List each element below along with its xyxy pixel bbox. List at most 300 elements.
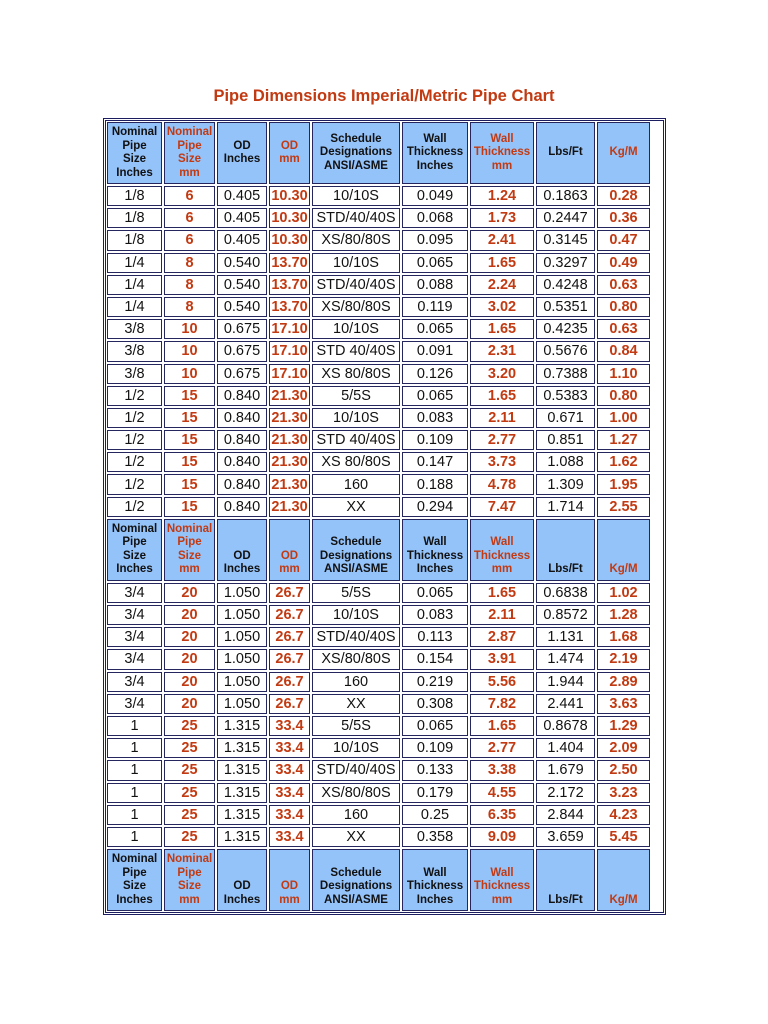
- table-cell: 0.80: [597, 297, 650, 317]
- table-cell: 17.10: [269, 341, 310, 361]
- table-cell: 2.77: [470, 738, 534, 758]
- table-cell: 8: [164, 275, 215, 295]
- table-cell: 1.050: [217, 605, 267, 625]
- table-row: [106, 759, 663, 781]
- table-cell: 0.8678: [536, 716, 595, 736]
- table-cell: 33.4: [269, 805, 310, 825]
- table-cell: 160: [312, 672, 400, 692]
- table-row: [106, 804, 663, 826]
- table-cell: 0.540: [217, 253, 267, 273]
- table-cell: 0.1863: [536, 186, 595, 206]
- table-cell: 21.30: [269, 474, 310, 494]
- table-cell: 1.65: [470, 583, 534, 603]
- header-row: [106, 848, 663, 912]
- table-row: [106, 451, 663, 473]
- table-row: [106, 582, 663, 604]
- column-header: Wall Thickness mm: [470, 519, 534, 581]
- table-cell: 0.188: [402, 474, 468, 494]
- table-cell: 0.675: [217, 341, 267, 361]
- table-cell: STD 40/40S: [312, 430, 400, 450]
- table-cell: 0.113: [402, 627, 468, 647]
- table-cell: 20: [164, 694, 215, 714]
- table-cell: 1: [107, 738, 162, 758]
- table-cell: 0.088: [402, 275, 468, 295]
- table-cell: 1/8: [107, 230, 162, 250]
- table-cell: 2.31: [470, 341, 534, 361]
- table-cell: 10/10S: [312, 738, 400, 758]
- table-cell: 25: [164, 827, 215, 847]
- table-cell: 15: [164, 452, 215, 472]
- table-cell: 1.27: [597, 430, 650, 450]
- table-cell: 1/2: [107, 430, 162, 450]
- table-cell: 160: [312, 805, 400, 825]
- table-cell: 1/4: [107, 297, 162, 317]
- table-cell: 0.5351: [536, 297, 595, 317]
- table-cell: 0.405: [217, 186, 267, 206]
- table-cell: 1.050: [217, 583, 267, 603]
- table-cell: 9.09: [470, 827, 534, 847]
- column-header: OD Inches: [217, 519, 267, 581]
- table-cell: 33.4: [269, 760, 310, 780]
- table-cell: 33.4: [269, 827, 310, 847]
- table-cell: 2.77: [470, 430, 534, 450]
- table-cell: 1.28: [597, 605, 650, 625]
- table-cell: 2.41: [470, 230, 534, 250]
- table-cell: 1.65: [470, 253, 534, 273]
- table-cell: 0.049: [402, 186, 468, 206]
- table-row: [106, 252, 663, 274]
- table-cell: 1/2: [107, 386, 162, 406]
- table-row: [106, 604, 663, 626]
- table-cell: 0.80: [597, 386, 650, 406]
- table-cell: 5/5S: [312, 583, 400, 603]
- table-cell: 0.84: [597, 341, 650, 361]
- column-header: Wall Thickness Inches: [402, 849, 468, 911]
- column-header: Lbs/Ft: [536, 849, 595, 911]
- table-cell: 0.219: [402, 672, 468, 692]
- table-cell: 33.4: [269, 738, 310, 758]
- table-cell: 10/10S: [312, 408, 400, 428]
- table-cell: 0.28: [597, 186, 650, 206]
- table-cell: 3/8: [107, 319, 162, 339]
- table-cell: XS 80/80S: [312, 452, 400, 472]
- table-cell: 1: [107, 716, 162, 736]
- table-cell: 1/8: [107, 208, 162, 228]
- column-header: Nominal Pipe Size Inches: [107, 122, 162, 184]
- table-row: [106, 626, 663, 648]
- table-cell: 0.840: [217, 386, 267, 406]
- column-header: Lbs/Ft: [536, 122, 595, 184]
- table-cell: 25: [164, 738, 215, 758]
- table-cell: 0.109: [402, 430, 468, 450]
- table-cell: 3.73: [470, 452, 534, 472]
- table-cell: 3.20: [470, 364, 534, 384]
- table-cell: 0.068: [402, 208, 468, 228]
- table-cell: 0.4248: [536, 275, 595, 295]
- table-cell: 0.083: [402, 408, 468, 428]
- table-cell: XX: [312, 497, 400, 517]
- table-cell: 4.78: [470, 474, 534, 494]
- table-cell: 0.119: [402, 297, 468, 317]
- table-cell: 3.91: [470, 649, 534, 669]
- table-cell: 0.126: [402, 364, 468, 384]
- table-cell: 1: [107, 760, 162, 780]
- table-cell: 0.095: [402, 230, 468, 250]
- column-header: Kg/M: [597, 849, 650, 911]
- table-cell: 1.050: [217, 649, 267, 669]
- table-cell: 1.315: [217, 805, 267, 825]
- table-cell: 1/8: [107, 186, 162, 206]
- table-cell: 17.10: [269, 319, 310, 339]
- table-cell: 21.30: [269, 497, 310, 517]
- table-row: [106, 473, 663, 495]
- table-cell: 1.050: [217, 694, 267, 714]
- table-cell: 1.65: [470, 716, 534, 736]
- column-header: OD mm: [269, 849, 310, 911]
- table-cell: 1/2: [107, 474, 162, 494]
- table-cell: 1.315: [217, 760, 267, 780]
- table-cell: 5/5S: [312, 716, 400, 736]
- table-cell: 1.29: [597, 716, 650, 736]
- column-header: Nominal Pipe Size mm: [164, 519, 215, 581]
- table-cell: 0.179: [402, 783, 468, 803]
- table-cell: 1.088: [536, 452, 595, 472]
- page-title: Pipe Dimensions Imperial/Metric Pipe Chart: [213, 87, 555, 105]
- table-row: [106, 363, 663, 385]
- table-cell: STD/40/40S: [312, 760, 400, 780]
- table-cell: 2.19: [597, 649, 650, 669]
- table-cell: XS/80/80S: [312, 297, 400, 317]
- table-row: [106, 318, 663, 340]
- table-cell: 0.2447: [536, 208, 595, 228]
- table-cell: 2.55: [597, 497, 650, 517]
- table-cell: 0.36: [597, 208, 650, 228]
- table-cell: 1.73: [470, 208, 534, 228]
- column-header: Nominal Pipe Size Inches: [107, 519, 162, 581]
- table-cell: 1.24: [470, 186, 534, 206]
- table-cell: XS/80/80S: [312, 649, 400, 669]
- table-row: [106, 229, 663, 251]
- table-cell: 0.7388: [536, 364, 595, 384]
- column-header: Kg/M: [597, 519, 650, 581]
- table-cell: XS/80/80S: [312, 230, 400, 250]
- table-cell: 13.70: [269, 253, 310, 273]
- column-header: Schedule Designations ANSI/ASME: [312, 849, 400, 911]
- table-cell: 10: [164, 319, 215, 339]
- column-header: Lbs/Ft: [536, 519, 595, 581]
- table-row: [106, 340, 663, 362]
- table-cell: 0.671: [536, 408, 595, 428]
- table-cell: 3.659: [536, 827, 595, 847]
- table-cell: 1.68: [597, 627, 650, 647]
- table-cell: 1: [107, 827, 162, 847]
- column-header: Schedule Designations ANSI/ASME: [312, 122, 400, 184]
- table-cell: 13.70: [269, 275, 310, 295]
- table-cell: 20: [164, 605, 215, 625]
- table-cell: 20: [164, 649, 215, 669]
- table-cell: 1.65: [470, 319, 534, 339]
- table-cell: 0.540: [217, 275, 267, 295]
- table-cell: 2.50: [597, 760, 650, 780]
- table-cell: 0.5676: [536, 341, 595, 361]
- table-cell: 0.25: [402, 805, 468, 825]
- table-cell: 7.47: [470, 497, 534, 517]
- table-cell: 0.851: [536, 430, 595, 450]
- table-cell: 0.63: [597, 275, 650, 295]
- table-cell: 10/10S: [312, 186, 400, 206]
- table-cell: 1.315: [217, 738, 267, 758]
- column-header: Nominal Pipe Size mm: [164, 122, 215, 184]
- table-cell: 0.083: [402, 605, 468, 625]
- table-cell: 6: [164, 208, 215, 228]
- table-cell: 15: [164, 497, 215, 517]
- table-cell: 8: [164, 253, 215, 273]
- table-cell: 10: [164, 341, 215, 361]
- table-cell: 1: [107, 805, 162, 825]
- table-cell: 3/4: [107, 694, 162, 714]
- table-cell: 6: [164, 230, 215, 250]
- table-cell: 0.47: [597, 230, 650, 250]
- table-cell: 1.944: [536, 672, 595, 692]
- table-cell: 8: [164, 297, 215, 317]
- table-cell: 3/8: [107, 364, 162, 384]
- table-cell: STD/40/40S: [312, 208, 400, 228]
- column-header: Wall Thickness mm: [470, 122, 534, 184]
- table-cell: 3/8: [107, 341, 162, 361]
- table-cell: 2.844: [536, 805, 595, 825]
- table-cell: 1.714: [536, 497, 595, 517]
- table-cell: 26.7: [269, 649, 310, 669]
- table-cell: 1.679: [536, 760, 595, 780]
- table-cell: 6: [164, 186, 215, 206]
- table-cell: 25: [164, 783, 215, 803]
- table-cell: 0.840: [217, 452, 267, 472]
- table-cell: 25: [164, 716, 215, 736]
- table-cell: 1/4: [107, 275, 162, 295]
- table-row: [106, 207, 663, 229]
- table-cell: STD/40/40S: [312, 627, 400, 647]
- table-row: [106, 385, 663, 407]
- table-cell: 0.065: [402, 716, 468, 736]
- table-cell: 4.55: [470, 783, 534, 803]
- table-cell: 1.95: [597, 474, 650, 494]
- table-cell: 0.358: [402, 827, 468, 847]
- table-cell: 21.30: [269, 452, 310, 472]
- table-cell: 1.474: [536, 649, 595, 669]
- table-cell: 0.840: [217, 474, 267, 494]
- table-cell: 2.441: [536, 694, 595, 714]
- table-cell: 5/5S: [312, 386, 400, 406]
- table-cell: 3/4: [107, 672, 162, 692]
- table-cell: 0.405: [217, 208, 267, 228]
- table-cell: 1.404: [536, 738, 595, 758]
- table-cell: 2.11: [470, 605, 534, 625]
- table-cell: 160: [312, 474, 400, 494]
- table-cell: 20: [164, 583, 215, 603]
- table-cell: 1/2: [107, 497, 162, 517]
- table-cell: 1.315: [217, 716, 267, 736]
- table-cell: 0.3145: [536, 230, 595, 250]
- table-cell: 10: [164, 364, 215, 384]
- table-cell: 0.49: [597, 253, 650, 273]
- table-row: [106, 407, 663, 429]
- table-cell: 1: [107, 783, 162, 803]
- table-cell: 10.30: [269, 208, 310, 228]
- column-header: OD mm: [269, 519, 310, 581]
- table-row: [106, 429, 663, 451]
- table-cell: 2.11: [470, 408, 534, 428]
- table-cell: 26.7: [269, 627, 310, 647]
- table-cell: 3/4: [107, 605, 162, 625]
- table-cell: 1/2: [107, 452, 162, 472]
- table-row: [106, 648, 663, 670]
- table-cell: 2.24: [470, 275, 534, 295]
- table-cell: 3.63: [597, 694, 650, 714]
- table-cell: 3/4: [107, 583, 162, 603]
- table-cell: 0.5383: [536, 386, 595, 406]
- column-header: Wall Thickness Inches: [402, 519, 468, 581]
- table-cell: 10/10S: [312, 319, 400, 339]
- column-header: Wall Thickness Inches: [402, 122, 468, 184]
- table-cell: 1/2: [107, 408, 162, 428]
- table-cell: 21.30: [269, 408, 310, 428]
- table-cell: 1.00: [597, 408, 650, 428]
- table-cell: 20: [164, 672, 215, 692]
- table-cell: 0.63: [597, 319, 650, 339]
- table-cell: 0.065: [402, 386, 468, 406]
- table-cell: 3.02: [470, 297, 534, 317]
- table-cell: 0.540: [217, 297, 267, 317]
- table-cell: 3.23: [597, 783, 650, 803]
- table-cell: 5.56: [470, 672, 534, 692]
- table-row: [106, 826, 663, 848]
- table-cell: 2.89: [597, 672, 650, 692]
- table-row: [106, 185, 663, 207]
- table-cell: 0.840: [217, 408, 267, 428]
- table-cell: 0.8572: [536, 605, 595, 625]
- table-row: [106, 715, 663, 737]
- table-cell: 1.309: [536, 474, 595, 494]
- table-cell: 10.30: [269, 230, 310, 250]
- table-row: [106, 693, 663, 715]
- table-row: [106, 782, 663, 804]
- table-cell: 10/10S: [312, 253, 400, 273]
- table-cell: 0.840: [217, 497, 267, 517]
- header-row: [106, 518, 663, 582]
- table-cell: 0.3297: [536, 253, 595, 273]
- table-cell: 0.065: [402, 583, 468, 603]
- table-cell: 10.30: [269, 186, 310, 206]
- column-header: Nominal Pipe Size mm: [164, 849, 215, 911]
- table-cell: 0.091: [402, 341, 468, 361]
- table-cell: 0.065: [402, 253, 468, 273]
- pipe-chart-table: [105, 120, 664, 913]
- table-cell: 0.133: [402, 760, 468, 780]
- table-cell: XS 80/80S: [312, 364, 400, 384]
- table-cell: 15: [164, 430, 215, 450]
- table-cell: 21.30: [269, 386, 310, 406]
- table-cell: 15: [164, 474, 215, 494]
- table-cell: XS/80/80S: [312, 783, 400, 803]
- table-cell: 2.172: [536, 783, 595, 803]
- column-header: OD Inches: [217, 122, 267, 184]
- table-cell: STD 40/40S: [312, 341, 400, 361]
- table-cell: 5.45: [597, 827, 650, 847]
- table-cell: 0.840: [217, 430, 267, 450]
- table-cell: 0.4235: [536, 319, 595, 339]
- table-row: [106, 671, 663, 693]
- table-cell: 15: [164, 386, 215, 406]
- table-cell: 1.131: [536, 627, 595, 647]
- table-cell: 25: [164, 760, 215, 780]
- table-cell: 0.6838: [536, 583, 595, 603]
- table-cell: 0.675: [217, 364, 267, 384]
- table-cell: 3/4: [107, 627, 162, 647]
- column-header: Schedule Designations ANSI/ASME: [312, 519, 400, 581]
- table-cell: 0.065: [402, 319, 468, 339]
- table-cell: 1.050: [217, 672, 267, 692]
- table-cell: 0.294: [402, 497, 468, 517]
- table-cell: 26.7: [269, 583, 310, 603]
- table-cell: STD/40/40S: [312, 275, 400, 295]
- table-cell: 10/10S: [312, 605, 400, 625]
- table-cell: XX: [312, 827, 400, 847]
- table-cell: 7.82: [470, 694, 534, 714]
- table-row: [106, 496, 663, 518]
- table-cell: 1.050: [217, 627, 267, 647]
- table-row: [106, 737, 663, 759]
- table-cell: 21.30: [269, 430, 310, 450]
- table-cell: 1/4: [107, 253, 162, 273]
- header-row: [106, 121, 663, 185]
- table-cell: 4.23: [597, 805, 650, 825]
- table-cell: 0.675: [217, 319, 267, 339]
- column-header: Wall Thickness mm: [470, 849, 534, 911]
- table-cell: 1.315: [217, 783, 267, 803]
- table-cell: 2.87: [470, 627, 534, 647]
- table-cell: 25: [164, 805, 215, 825]
- table-cell: 0.109: [402, 738, 468, 758]
- column-header: OD mm: [269, 122, 310, 184]
- table-cell: 1.10: [597, 364, 650, 384]
- table-cell: 20: [164, 627, 215, 647]
- table-cell: 1.315: [217, 827, 267, 847]
- table-row: [106, 296, 663, 318]
- table-cell: 17.10: [269, 364, 310, 384]
- table-row: [106, 274, 663, 296]
- table-cell: 26.7: [269, 605, 310, 625]
- table-cell: 1.62: [597, 452, 650, 472]
- column-header: OD Inches: [217, 849, 267, 911]
- table-cell: 1.02: [597, 583, 650, 603]
- table-cell: 0.405: [217, 230, 267, 250]
- table-cell: 15: [164, 408, 215, 428]
- table-cell: XX: [312, 694, 400, 714]
- column-header: Kg/M: [597, 122, 650, 184]
- table-cell: 0.154: [402, 649, 468, 669]
- table-cell: 0.147: [402, 452, 468, 472]
- table-cell: 3/4: [107, 649, 162, 669]
- table-cell: 26.7: [269, 694, 310, 714]
- table-cell: 26.7: [269, 672, 310, 692]
- table-cell: 1.65: [470, 386, 534, 406]
- table-cell: 33.4: [269, 716, 310, 736]
- column-header: Nominal Pipe Size Inches: [107, 849, 162, 911]
- table-cell: 6.35: [470, 805, 534, 825]
- table-cell: 3.38: [470, 760, 534, 780]
- table-cell: 0.308: [402, 694, 468, 714]
- table-cell: 13.70: [269, 297, 310, 317]
